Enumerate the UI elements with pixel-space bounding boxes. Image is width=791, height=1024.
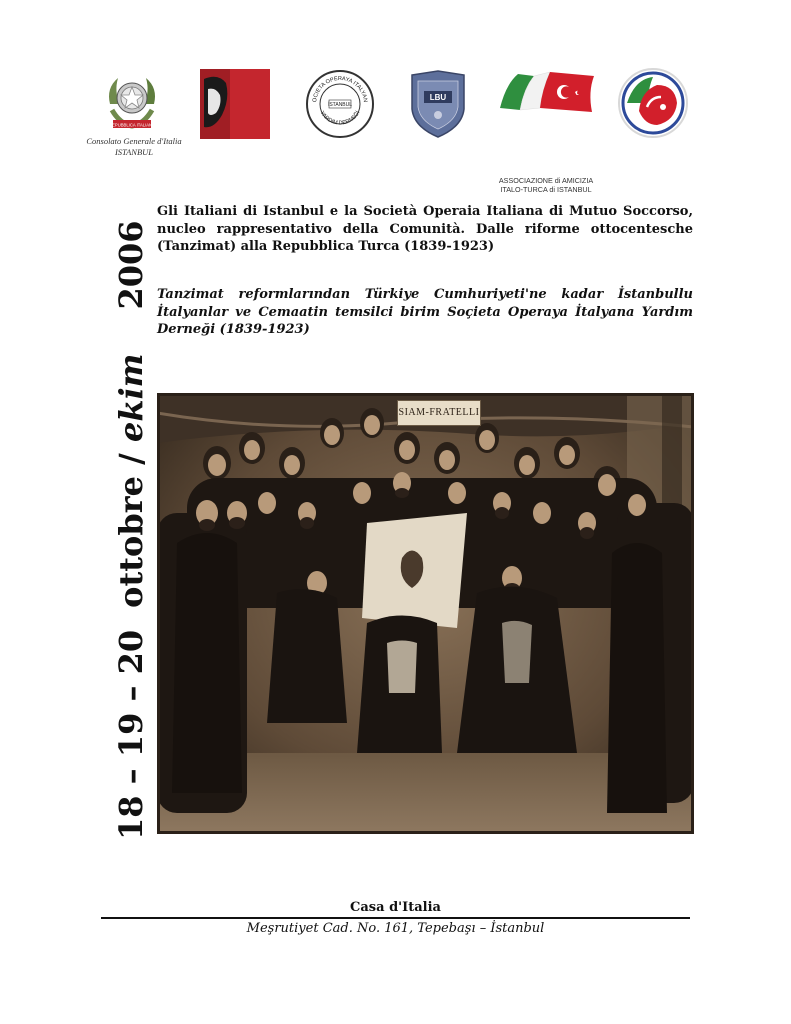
amicizia-text: ASSOCIAZIONE di AMICIZIA ITALO-TURCA di ISTANBUL [498,176,594,194]
consolato-ribbon-text: REPUBBLICA ITALIANA [109,122,155,128]
date-month-turkish: ekim [112,353,150,443]
round-emblem-icon [617,67,689,139]
istituto-cultura-text: Istituto Italiano di Cultura Istanbul [235,145,267,194]
photo-sign: SIAM-FRATELLI [397,400,481,426]
date-days: 18 – 19 – 20 [112,629,150,840]
title-turkish: Tanzimat reformlarından Türkiye Cumhuriyeti'ne kadar İstanbullu İtalyanlar ve Cemaatin temsilci birim Soçieta Operaya İtalyana Yardım Derneği (1839-1923) [157,287,693,337]
badge-text: LBU [429,93,447,102]
consolato-emblem-icon [100,70,164,134]
vertical-event-date [111,220,151,840]
societa-seal-icon [305,69,375,139]
title-italian: Gli Italiani di Istanbul e la Società Operaia Italiana di Mutuo Soccorso, nucleo rappresentativo della Comunità. Dalle riforme ottocentesche (Tanzimat) alla Repubblica Turca (1839-1923) [157,204,693,254]
date-year: 2006 [112,220,150,310]
seal-top-text: OCIETA OPERAYA ITALYAN [312,75,368,103]
seal-bottom-text: YARDIM DERNEĞİ [318,110,362,127]
istituto-cultura-logo [200,69,270,139]
historic-group-photo [157,393,694,834]
amicizia-flags-icon [498,68,596,114]
consolato-caption: Consolato Generale d'Italia ISTANBUL [86,136,182,157]
footer-divider [101,917,690,919]
footer-address: Meşrutiyet Cad. No. 161, Tepebaşı – İstanbul [246,921,545,936]
footer-venue: Casa d'Italia [350,900,441,915]
seal-center-text: İSTANBUL [327,102,353,109]
date-month-italian: ottobre / [112,442,150,608]
badge-shield-icon [408,69,468,139]
